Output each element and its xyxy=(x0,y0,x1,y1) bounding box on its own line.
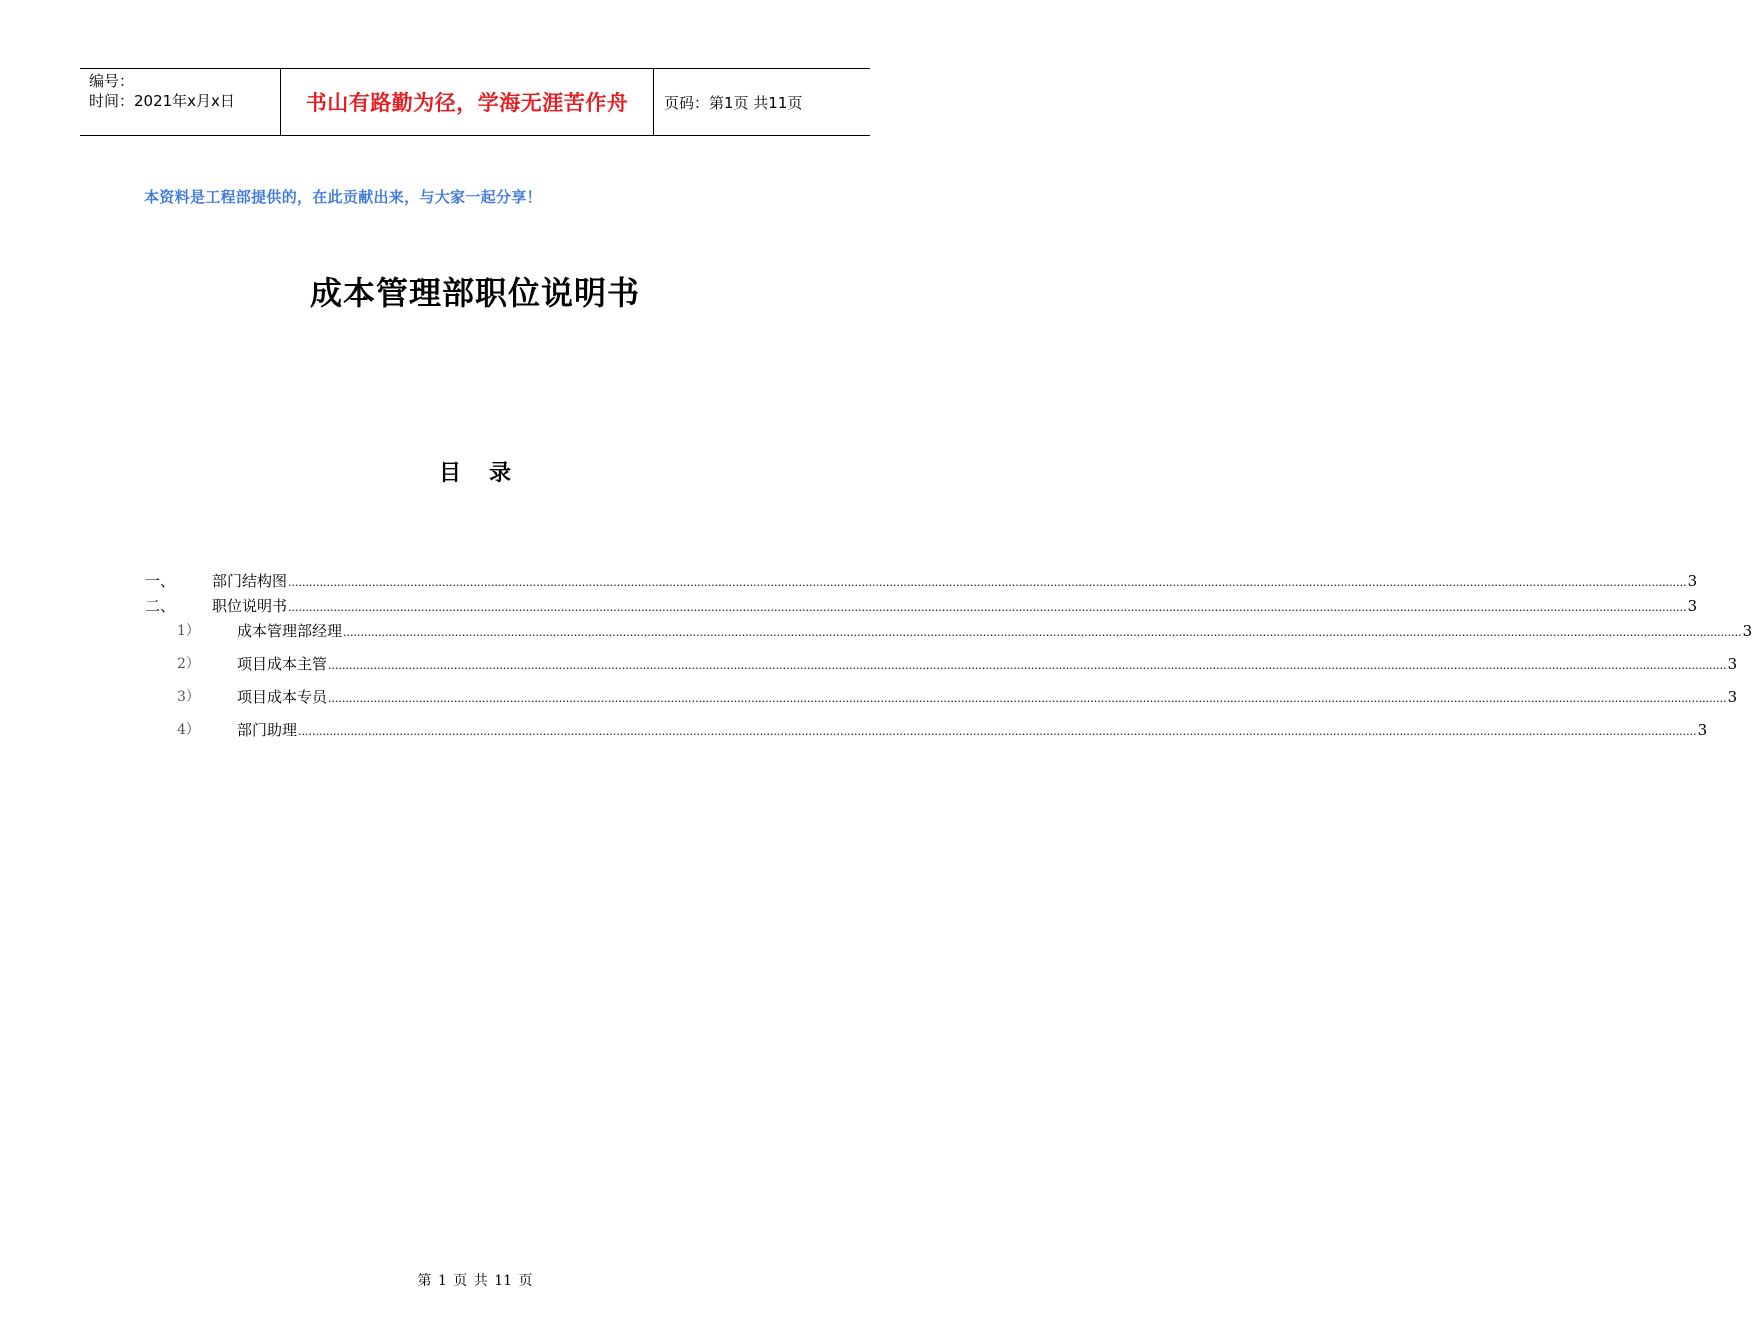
toc-entry-number: 二、 xyxy=(145,597,176,615)
toc-heading xyxy=(0,456,950,487)
toc-entry-page: 3 xyxy=(1697,721,1708,739)
toc-entry-text: 成本管理部经理 xyxy=(237,622,343,640)
source-note: 本资料是工程部提供的，在此贡献出来，与大家一起分享！ xyxy=(144,188,542,206)
toc-entry[interactable] xyxy=(237,620,1752,641)
toc-leader-dots: ................................................................................................................................................................................................................................................................................................................................................................................................................ xyxy=(328,692,1727,705)
toc-leader-dots: ................................................................................................................................................................................................................................................................................................................................................................................................................ xyxy=(288,576,1687,589)
toc-entry[interactable] xyxy=(237,719,1708,740)
toc-entry-number: 2） xyxy=(177,656,200,672)
toc-entry-page: 3 xyxy=(1742,622,1752,640)
toc-entry-text: 部门助理 xyxy=(237,721,298,739)
toc-leader-dots: ................................................................................................................................................................................................................................................................................................................................................................................................................ xyxy=(343,626,1742,639)
document-title: 成本管理部职位说明书 xyxy=(309,274,640,312)
toc-entry[interactable] xyxy=(237,653,1738,674)
toc-entry-text: 项目成本专员 xyxy=(237,688,328,706)
toc-heading-part-b: 录 xyxy=(489,460,512,486)
toc-leader-dots: ................................................................................................................................................................................................................................................................................................................................................................................................................ xyxy=(328,659,1727,672)
toc-entry-text: 职位说明书 xyxy=(212,597,288,615)
toc-leader-dots: ................................................................................................................................................................................................................................................................................................................................................................................................................ xyxy=(298,725,1697,738)
toc-leader-dots: ................................................................................................................................................................................................................................................................................................................................................................................................................ xyxy=(288,601,1687,614)
header-motto: 书山有路勤为径，学海无涯苦作舟 xyxy=(281,69,654,135)
document-number-label: 编号： xyxy=(89,72,135,90)
toc-entry[interactable] xyxy=(212,570,1698,591)
header-page-info: 页码：第1页 共11页 xyxy=(664,93,803,112)
toc-entry-text: 部门结构图 xyxy=(212,572,288,590)
toc-entry-text: 项目成本主管 xyxy=(237,655,328,673)
toc-entry-number: 3） xyxy=(177,689,200,705)
toc-entry-number: 4） xyxy=(177,722,200,738)
toc-entry-page: 3 xyxy=(1687,572,1698,590)
page-footer: 第 1 页 共 11 页 xyxy=(417,1273,533,1289)
toc-entry-page: 3 xyxy=(1727,688,1738,706)
toc-entry-number: 一、 xyxy=(145,572,176,590)
toc-entry-number: 1） xyxy=(177,623,200,639)
document-time-label: 时间：2021年x月x日 xyxy=(89,92,235,110)
header-meta xyxy=(80,69,281,135)
toc-entry-page: 3 xyxy=(1727,655,1738,673)
toc-entry-page: 3 xyxy=(1687,597,1698,615)
toc-heading-part-a: 目 xyxy=(438,460,461,486)
toc-entry[interactable] xyxy=(212,595,1698,616)
page-header xyxy=(80,68,870,136)
toc-entry[interactable] xyxy=(237,686,1738,707)
